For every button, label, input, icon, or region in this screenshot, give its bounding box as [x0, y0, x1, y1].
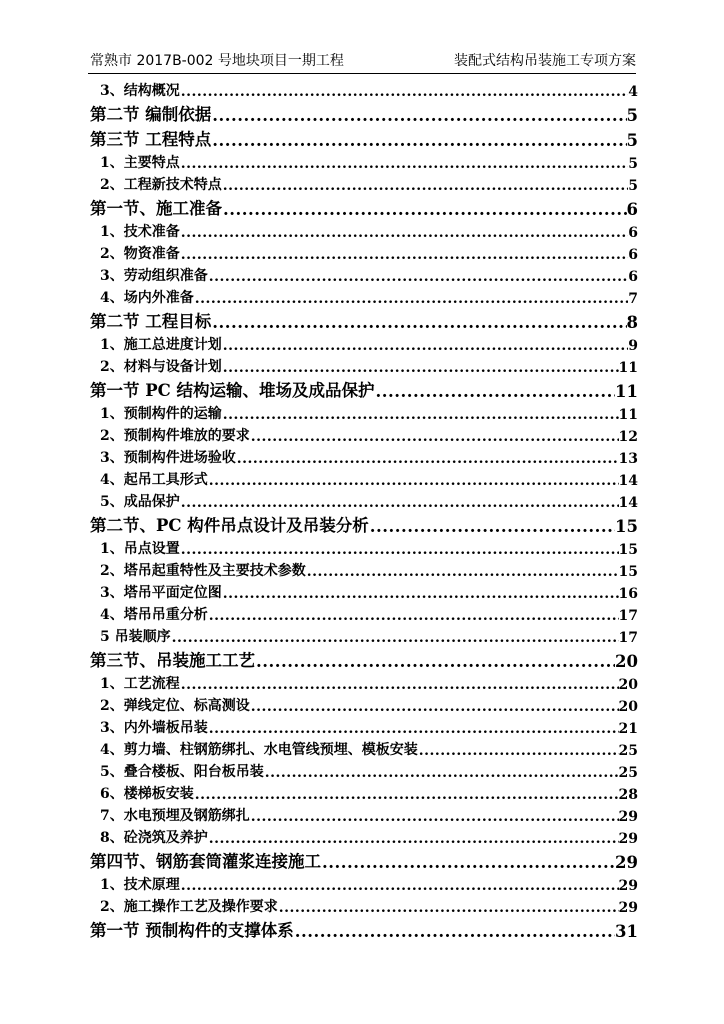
toc-dot-leader	[194, 787, 619, 803]
toc-entry-title: 1、施工总进度计划	[100, 337, 222, 353]
toc-dot-leader	[180, 156, 629, 172]
toc-dot-leader	[250, 429, 619, 445]
toc-entry-title: 2、弹线定位、标高测设	[100, 698, 250, 714]
toc-dot-leader	[278, 900, 619, 916]
toc-subsection-entry[interactable]	[88, 671, 638, 693]
toc-subsection-entry[interactable]	[88, 624, 638, 646]
toc-dot-leader	[369, 517, 615, 536]
toc-entry-title: 8、砼浇筑及养护	[100, 830, 208, 846]
toc-entry-page-number: 14	[618, 473, 638, 489]
toc-entry-page-number: 20	[615, 652, 638, 671]
toc-subsection-entry[interactable]	[88, 872, 638, 894]
toc-dot-leader	[418, 743, 619, 759]
toc-dot-leader	[321, 853, 615, 872]
toc-entry-page-number: 25	[618, 765, 638, 781]
toc-entry-page-number: 29	[618, 831, 638, 847]
toc-dot-leader	[180, 84, 629, 100]
toc-dot-leader	[171, 630, 619, 646]
toc-dot-leader	[294, 922, 615, 941]
toc-subsection-entry[interactable]	[88, 401, 638, 423]
toc-subsection-entry[interactable]	[88, 241, 638, 263]
toc-entry-title: 3、内外墙板吊装	[100, 720, 208, 736]
toc-entry-title: 第四节、钢筋套筒灌浆连接施工	[90, 852, 321, 871]
toc-entry-title: 1、技术原理	[100, 877, 180, 893]
toc-entry-title: 2、预制构件堆放的要求	[100, 428, 250, 444]
toc-subsection-entry[interactable]	[88, 558, 638, 580]
toc-entry-page-number: 8	[626, 313, 638, 332]
header-project-name: 常熟市 2017B-002 号地块项目一期工程	[90, 53, 344, 69]
toc-entry-title: 第三节 工程特点	[90, 130, 212, 149]
toc-entry-title: 1、技术准备	[100, 224, 180, 240]
toc-entry-page-number: 6	[628, 269, 638, 285]
toc-entry-page-number: 9	[628, 338, 638, 354]
toc-entry-page-number: 13	[618, 451, 638, 467]
toc-section-entry[interactable]	[88, 916, 638, 941]
toc-dot-leader	[180, 247, 629, 263]
toc-dot-leader	[222, 200, 627, 219]
toc-dot-leader	[208, 721, 619, 737]
toc-section-entry[interactable]	[88, 307, 638, 332]
toc-entry-page-number: 29	[618, 809, 638, 825]
toc-subsection-entry[interactable]	[88, 263, 638, 285]
toc-dot-leader	[222, 360, 619, 376]
toc-subsection-entry[interactable]	[88, 285, 638, 307]
toc-dot-leader	[250, 699, 619, 715]
toc-section-entry[interactable]	[88, 194, 638, 219]
toc-entry-page-number: 15	[618, 564, 638, 580]
toc-section-entry[interactable]	[88, 125, 638, 150]
toc-entry-title: 4、场内外准备	[100, 290, 194, 306]
toc-entry-title: 4、塔吊吊重分析	[100, 607, 208, 623]
toc-subsection-entry[interactable]	[88, 737, 638, 759]
toc-subsection-entry[interactable]	[88, 150, 638, 172]
toc-entry-title: 2、工程新技术特点	[100, 177, 222, 193]
toc-dot-leader	[375, 382, 616, 401]
toc-entry-page-number: 14	[618, 495, 638, 511]
toc-entry-page-number: 21	[618, 721, 638, 737]
toc-dot-leader	[236, 451, 619, 467]
toc-dot-leader	[180, 542, 619, 558]
toc-dot-leader	[180, 878, 619, 894]
toc-entry-title: 第一节、施工准备	[90, 199, 222, 218]
toc-entry-title: 1、工艺流程	[100, 676, 180, 692]
toc-subsection-entry[interactable]	[88, 354, 638, 376]
toc-subsection-entry[interactable]	[88, 332, 638, 354]
toc-entry-title: 1、预制构件的运输	[100, 406, 222, 422]
toc-entry-page-number: 11	[615, 382, 638, 401]
toc-subsection-entry[interactable]	[88, 894, 638, 916]
toc-entry-title: 5 吊装顺序	[100, 629, 171, 645]
toc-subsection-entry[interactable]	[88, 759, 638, 781]
header-document-title: 装配式结构吊装施工专项方案	[454, 53, 636, 69]
toc-entry-title: 1、主要特点	[100, 155, 180, 171]
toc-subsection-entry[interactable]	[88, 423, 638, 445]
toc-dot-leader	[208, 831, 619, 847]
toc-entry-page-number: 29	[618, 900, 638, 916]
toc-entry-title: 3、塔吊平面定位图	[100, 585, 222, 601]
toc-subsection-entry[interactable]	[88, 580, 638, 602]
toc-entry-page-number: 20	[618, 699, 638, 715]
toc-entry-title: 3、结构概况	[100, 83, 180, 99]
toc-entry-page-number: 5	[628, 156, 638, 172]
toc-entry-page-number: 6	[628, 247, 638, 263]
toc-entry-title: 2、材料与设备计划	[100, 359, 222, 375]
toc-entry-page-number: 4	[628, 84, 638, 100]
toc-entry-page-number: 25	[618, 743, 638, 759]
header-divider	[88, 73, 636, 74]
table-of-contents	[88, 78, 638, 941]
toc-subsection-entry[interactable]	[88, 715, 638, 737]
toc-dot-leader	[222, 178, 629, 194]
toc-entry-page-number: 15	[618, 542, 638, 558]
toc-entry-title: 第二节、PC 构件吊点设计及吊装分析	[90, 516, 369, 535]
toc-subsection-entry[interactable]	[88, 693, 638, 715]
toc-entry-page-number: 29	[615, 853, 638, 872]
toc-subsection-entry[interactable]	[88, 536, 638, 558]
toc-entry-page-number: 17	[618, 630, 638, 646]
toc-entry-page-number: 16	[618, 586, 638, 602]
toc-entry-page-number: 15	[615, 517, 638, 536]
toc-section-entry[interactable]	[88, 100, 638, 125]
toc-entry-page-number: 31	[615, 922, 638, 941]
toc-dot-leader	[250, 809, 619, 825]
toc-dot-leader	[222, 338, 629, 354]
toc-dot-leader	[194, 291, 629, 307]
toc-entry-title: 2、物资准备	[100, 246, 180, 262]
toc-subsection-entry[interactable]	[88, 825, 638, 847]
toc-entry-page-number: 29	[618, 878, 638, 894]
toc-entry-page-number: 11	[618, 360, 638, 376]
toc-subsection-entry[interactable]	[88, 602, 638, 624]
toc-dot-leader	[208, 269, 629, 285]
toc-entry-page-number: 17	[618, 608, 638, 624]
page-header	[88, 50, 636, 72]
toc-entry-title: 第二节 编制依据	[90, 105, 212, 124]
toc-subsection-entry[interactable]	[88, 172, 638, 194]
toc-subsection-entry[interactable]	[88, 445, 638, 467]
toc-dot-leader	[211, 313, 626, 332]
toc-entry-page-number: 6	[626, 200, 638, 219]
toc-subsection-entry[interactable]	[88, 781, 638, 803]
toc-dot-leader	[208, 473, 619, 489]
toc-subsection-entry[interactable]	[88, 78, 638, 100]
toc-entry-title: 第一节 预制构件的支撑体系	[90, 921, 294, 940]
toc-entry-page-number: 12	[618, 429, 638, 445]
toc-dot-leader	[222, 407, 619, 423]
toc-entry-title: 4、剪力墙、柱钢筋绑扎、水电管线预埋、模板安装	[100, 742, 418, 758]
toc-dot-leader	[255, 652, 615, 671]
toc-entry-title: 2、塔吊起重特性及主要技术参数	[100, 563, 306, 579]
toc-entry-title: 6、楼梯板安装	[100, 786, 194, 802]
toc-section-entry[interactable]	[88, 646, 638, 671]
toc-entry-page-number: 7	[628, 291, 638, 307]
toc-entry-title: 3、预制构件进场验收	[100, 450, 236, 466]
toc-subsection-entry[interactable]	[88, 489, 638, 511]
toc-dot-leader	[264, 765, 619, 781]
toc-dot-leader	[208, 608, 619, 624]
toc-section-entry[interactable]	[88, 376, 638, 401]
toc-entry-page-number: 6	[628, 225, 638, 241]
toc-entry-title: 第一节 PC 结构运输、堆场及成品保护	[90, 381, 375, 400]
toc-dot-leader	[180, 225, 629, 241]
toc-entry-title: 3、劳动组织准备	[100, 268, 208, 284]
toc-subsection-entry[interactable]	[88, 467, 638, 489]
toc-dot-leader	[180, 495, 619, 511]
toc-section-entry[interactable]	[88, 847, 638, 872]
toc-entry-title: 5、叠合楼板、阳台板吊装	[100, 764, 264, 780]
toc-entry-page-number: 28	[618, 787, 638, 803]
toc-entry-page-number: 20	[618, 677, 638, 693]
toc-subsection-entry[interactable]	[88, 219, 638, 241]
toc-dot-leader	[222, 586, 619, 602]
toc-entry-title: 4、起吊工具形式	[100, 472, 208, 488]
toc-entry-page-number: 5	[626, 106, 638, 125]
toc-entry-title: 第三节、吊装施工工艺	[90, 651, 255, 670]
toc-entry-title: 5、成品保护	[100, 494, 180, 510]
toc-entry-title: 2、施工操作工艺及操作要求	[100, 899, 278, 915]
toc-dot-leader	[306, 564, 619, 580]
toc-entry-page-number: 11	[618, 407, 638, 423]
toc-dot-leader	[211, 131, 626, 150]
toc-entry-title: 1、吊点设置	[100, 541, 180, 557]
toc-entry-title: 7、水电预埋及钢筋绑扎	[100, 808, 250, 824]
toc-entry-page-number: 5	[628, 178, 638, 194]
toc-section-entry[interactable]	[88, 511, 638, 536]
toc-entry-title: 第二节 工程目标	[90, 312, 212, 331]
toc-dot-leader	[211, 106, 626, 125]
toc-subsection-entry[interactable]	[88, 803, 638, 825]
toc-entry-page-number: 5	[626, 131, 638, 150]
toc-dot-leader	[180, 677, 619, 693]
